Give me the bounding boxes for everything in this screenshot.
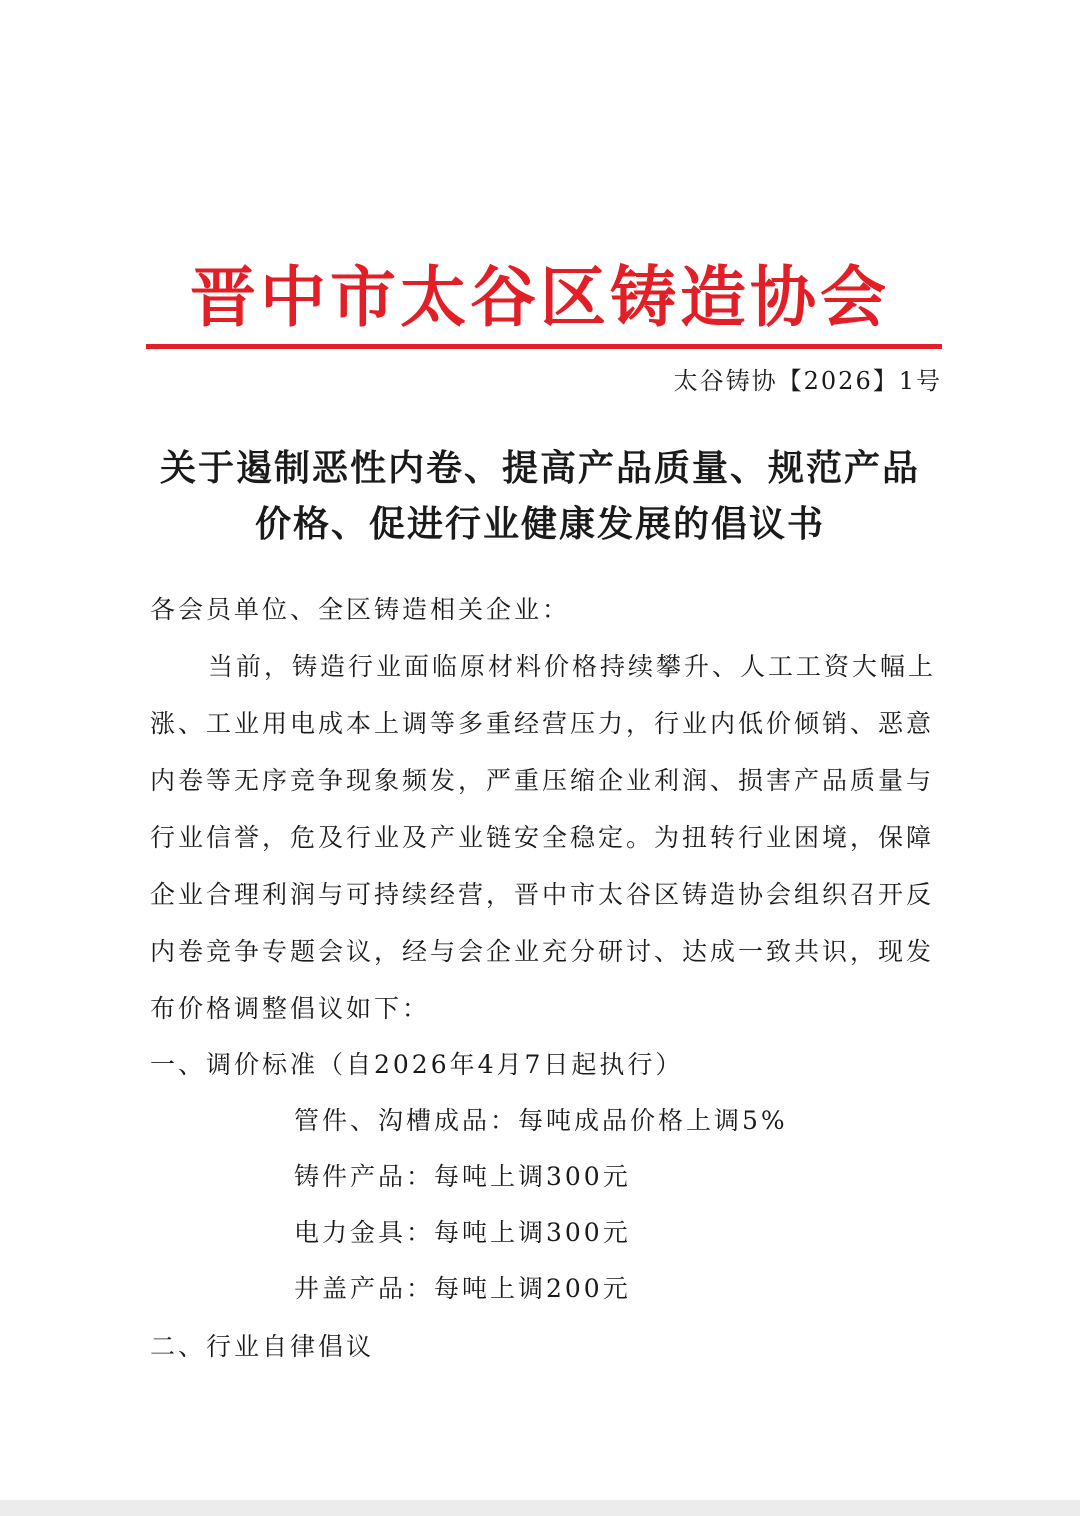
page-bottom-edge [0, 1500, 1080, 1516]
price-item-pipe-fittings: 管件、沟槽成品：每吨成品价格上调5% [294, 1106, 788, 1135]
intro-line-2: 涨、工业用电成本上调等多重经营压力，行业内低价倾销、恶意 [150, 709, 935, 738]
price-item-manhole-covers: 井盖产品：每吨上调200元 [294, 1274, 631, 1303]
intro-line-5: 企业合理利润与可持续经营，晋中市太谷区铸造协会组织召开反 [150, 880, 935, 909]
salutation: 各会员单位、全区铸造相关企业： [150, 595, 571, 624]
document-title-line-2: 价格、促进行业健康发展的倡议书 [254, 504, 825, 545]
intro-line-6: 内卷竞争专题会议，经与会企业充分研讨、达成一致共识，现发 [150, 937, 935, 966]
document-title [130, 441, 950, 553]
intro-line-3: 内卷等无序竞争现象频发，严重压缩企业利润、损害产品质量与 [150, 766, 935, 795]
red-header-rule [146, 344, 942, 349]
org-name-header: 晋中市太谷区铸造协会 [190, 259, 890, 336]
document-title-line-1: 关于遏制恶性内卷、提高产品质量、规范产品 [159, 448, 920, 489]
price-item-castings: 铸件产品：每吨上调300元 [294, 1162, 631, 1191]
section-1-heading: 一、调价标准（自2026年4月7日起执行） [150, 1050, 684, 1079]
intro-line-1: 当前，铸造行业面临原材料价格持续攀升、人工工资大幅上 [208, 652, 937, 681]
price-item-power-fittings: 电力金具：每吨上调300元 [294, 1218, 631, 1247]
document-number: 太谷铸协【2026】1号 [673, 367, 942, 395]
intro-line-7: 布价格调整倡议如下： [150, 994, 431, 1023]
intro-line-4: 行业信誉，危及行业及产业链安全稳定。为扭转行业困境，保障 [150, 823, 935, 852]
section-2-heading: 二、行业自律倡议 [150, 1332, 375, 1361]
